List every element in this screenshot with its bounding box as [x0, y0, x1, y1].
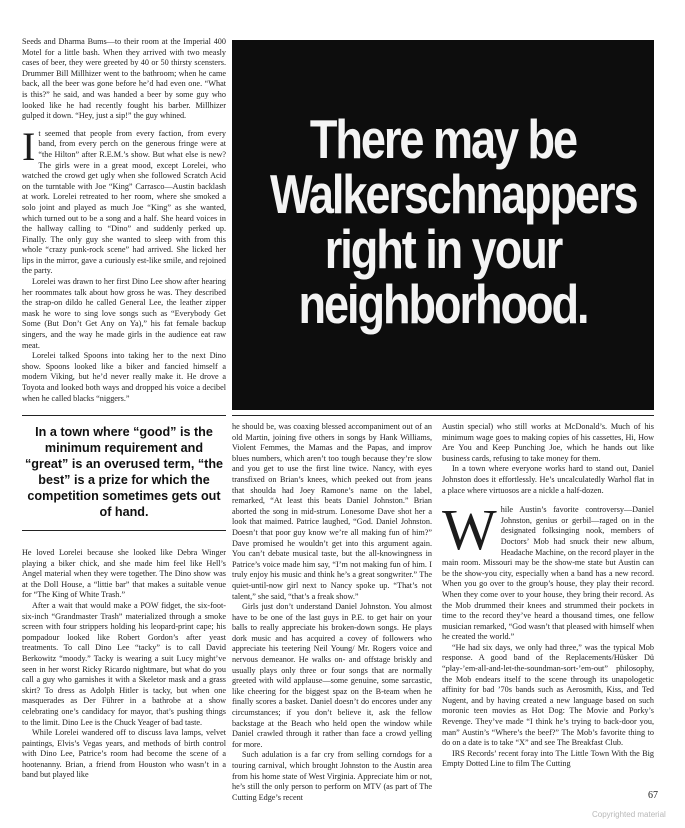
article-column-1-bottom: [22, 548, 226, 781]
drop-cap: W: [442, 497, 497, 563]
paragraph: Lorelei was drawn to her first Dino Lee show after hearing her roommates talk about how gross he was. They described the strap-on dildo he called General Lee, the leather zipper mask he wore to sing love songs such as “Everybody Get Some (But Don’t Get Any on Ya),” his fat female backup singers, and the way he made girls in the audience eat raw meat.: [22, 277, 226, 350]
dropcap-paragraph: [22, 123, 226, 277]
paragraph: While Lorelei wandered off to discuss lava lamps, velvet paintings, Elvis’s Vegas years, and methods of birth control with Dino Lee, Patrice’s room had become the scene of a hootenanny. Brian, a friend from Houston who wasn’t in a band but played like: [22, 728, 226, 780]
ad-line: There may be: [309, 108, 577, 170]
paragraph: After a wait that would make a POW fidget, the six-foot-six-inch “Grandmaster Trash” materialized through a smoke screen with four strippers holding his leopard-print cape; his pompadour looked like Robert Gordon’s after yeast treatments. To call Dino Lee “tacky” is to call David Berkowitz “moody.” Tacky is wearing a suit Lucy might’ve seen in her worst Ricky Ricardo nightmare, but what do you call a guy who garnishes it with a Skeletor mask and a grass skirt? To dress as Adolph Hitler is tacky, but when one masquerades as Der Führer in a bathrobe at a show celebrating one’s candidacy for mayor, that’s pushing things to the limit. Dino Lee is the Chuck Yeager of bad taste.: [22, 600, 226, 727]
paragraph: He loved Lorelei because she looked like Debra Winger playing a biker chick, and she made him feel like Hell’s Angel material when they were together. The Dino show was at the Doll House, a “littie bar” that makes a suitable venue for “The King of White Trash.”: [22, 548, 226, 600]
pull-quote-rule-top: [22, 415, 226, 416]
dropcap-paragraph: [442, 497, 654, 643]
paragraph-text: t seemed that people from every faction, from every band, from every perch on the generous fringe were at “the Hilton” after R.E.M.’s show. But what else is new? The girls were in a great mood, except Lorelei, who watched the crowd get ugly when she followed Scratch Acid on the turntable with Joe “King” Carrasco—Austin backlash at work. Lorelei retreated to her room, where she smoked a solo joint and played as much Joe “King” as she wanted, which turned out to be a song and a half. She heard voices in the hallway calling to “Dino” and suddenly perked up. Finally. The only guy she wanted to sleep with from this whole “crazy punk-rock scene” had arrived. She licked her lips in the mirror, gave a curiously est-like smile, and rejoined the party.: [22, 128, 226, 276]
paragraph: Austin special) who still works at McDonald’s. Much of his minimum wage goes to making copies of his cassettes, Hi, How Are You and Keep Punching Joe, which he hands out like business cards, refusing to take money for them.: [442, 422, 654, 463]
paragraph: Seeds and Dharma Bums—to their room at the Imperial 400 Motel for a little bash. When they arrived with two measly cases of beer, they were greeted by 40 or 50 thirsty scensters. Drummer Bill Millhizer went to the bathroom; when he came back, all the beer was gone before he’d had even one. “What is this?” he said, and was handed a beer by some guy who looked like he had recently fought his barber. Millhizer gulped it down. “Hey, just a sip!” the guy whined.: [22, 37, 226, 121]
drop-cap: I: [22, 123, 36, 169]
paragraph-text: hile Austin’s favorite controversy—Daniel Johnston, genius or gerbil—raged on in the designated folksinging nook, members of Doctors’ Mob had snuck their new album, Headache Machine, on the record player in the main room. Missouri may be the show-me state but Austin can be the show-you city, especially when a band has a new record. When you go over to the group’s house, they play their record. When they come over to your house, they bring their record. As the Mob drummed their knees and strummed their pockets in time to the record they’ve heard a thousand times, one fellow musician remarked, “God wasn’t that pleased with himself when he created the world.”: [442, 505, 654, 642]
pull-quote: In a town where “good” is the minimum requirement and “great” is an overused term, “the best” is a prize for which the competition sometimes gets out of hand.: [24, 425, 224, 519]
article-column-1: [22, 37, 226, 404]
article-column-2: [232, 422, 432, 803]
section-rule: [232, 415, 654, 416]
paragraph: In a town where everyone works hard to stand out, Daniel Johnston does it effortlessly. He’s uncalculatedly Warhol flat in a place where virtuosos are a nickle a half-dozen.: [442, 464, 654, 495]
page-number: 67: [648, 790, 658, 801]
article-column-3: [442, 422, 654, 770]
watermark-text: Copyrighted material: [592, 810, 666, 819]
paragraph: Lorelei talked Spoons into taking her to the next Dino show. Spoons looked like a biker and fancied himself a modern Viking, but he’d never really make it. He drove a Toyota and looked both ways and dropped his voice a decibel when he called blacks “niggers.”: [22, 351, 226, 403]
ad-line: neighborhood.: [298, 273, 588, 335]
ad-headline: [269, 108, 637, 335]
paragraph: Such adulation is a far cry from selling corndogs for a touring carnival, which brought Johnston to the Austin area from his home state of West Virginia. Appreciate him or not, he’s still the only person to perform on MTV (as part of The Cutting Edge’s recent: [232, 750, 432, 802]
paragraph: Girls just don’t understand Daniel Johnston. You almost have to be one of the last guys in P.E. to get hair on your balls to really appreciate his broken-down songs. He plays dork music and has acquired a covey of followers who appreciate his teetering Neil Young/ Mr. Rogers voice and nervous demeanor. He walks on- and offstage briskly and usually plays only three or four songs that are normally greeted with wild applause—some genuine, some sarcastic, like cheering for the biggest spaz on the B-team when he finally scores a basket. Daniel doesn’t do encores under any circumstances; if you don’t believe it, ask the fellow backstage at the Beach who held open the window while Daniel crawled through it rather than face a crowd yelling for more.: [232, 602, 432, 749]
paragraph: he should be, was coaxing blessed accompaniment out of an old Martin, joining five others in songs by Hank Williams, Violent Femmes, the Mamas and the Papas, and improv blues numbers, which aren’t too tough because they’re slow and you get to use the first line twice. Nancy, with eyes transfixed on Brian’s knees, which peeked out from jeans that shoulda had Joey Ramone’s name on the label, remarked, “At least this beats Daniel Johnston.” Brian aborted the song in mid-strum. Lonesome Dave shot her a look that maimed. Patrice laughed, “God. Daniel Johnston. Doesn’t that poor guy know we’re all making fun of him?” Dave promised he wouldn’t get into this argument again. You can’t debate musical taste, but the all-knowingness in Patrice’s voice made him say, “I’m not making fun of him. I truly enjoy his music and think he’s a great songwriter.” The quiet-until-now girl next to Nancy spoke up. “That’s not talent,” she said, “that’s a freak show.”: [232, 422, 432, 601]
pull-quote-rule-bottom: [22, 530, 226, 531]
ad-line: right in your: [324, 218, 562, 280]
paragraph: “He had six days, we only had three,” was the typical Mob response. A good band of the Replacements/Hüsker Dü “play-’em-all-and-let-the-soundman-sort-’em-out” philosophy, the Mob endears itself to the scene through its unapologetic affinity for bad ’70s bands such as Aerosmith, Kiss, and Ted Nugent, and by having created a new language based on such moronic teen movies as Hot Dog: The Movie and Porky’s Revenge. They’ve made “I think he’s trying to back-door you, man” Austin’s “Where’s the beef?” The Mob’s favorite thing to do on a date is to take “X” and see The Breakfast Club.: [442, 642, 654, 748]
walkerschnappers-ad: [232, 40, 654, 410]
paragraph: IRS Records’ recent foray into The Little Town With the Big Empty Dotted Line to film The Cutting: [442, 748, 654, 769]
ad-line: Walkerschnappers: [269, 163, 637, 225]
